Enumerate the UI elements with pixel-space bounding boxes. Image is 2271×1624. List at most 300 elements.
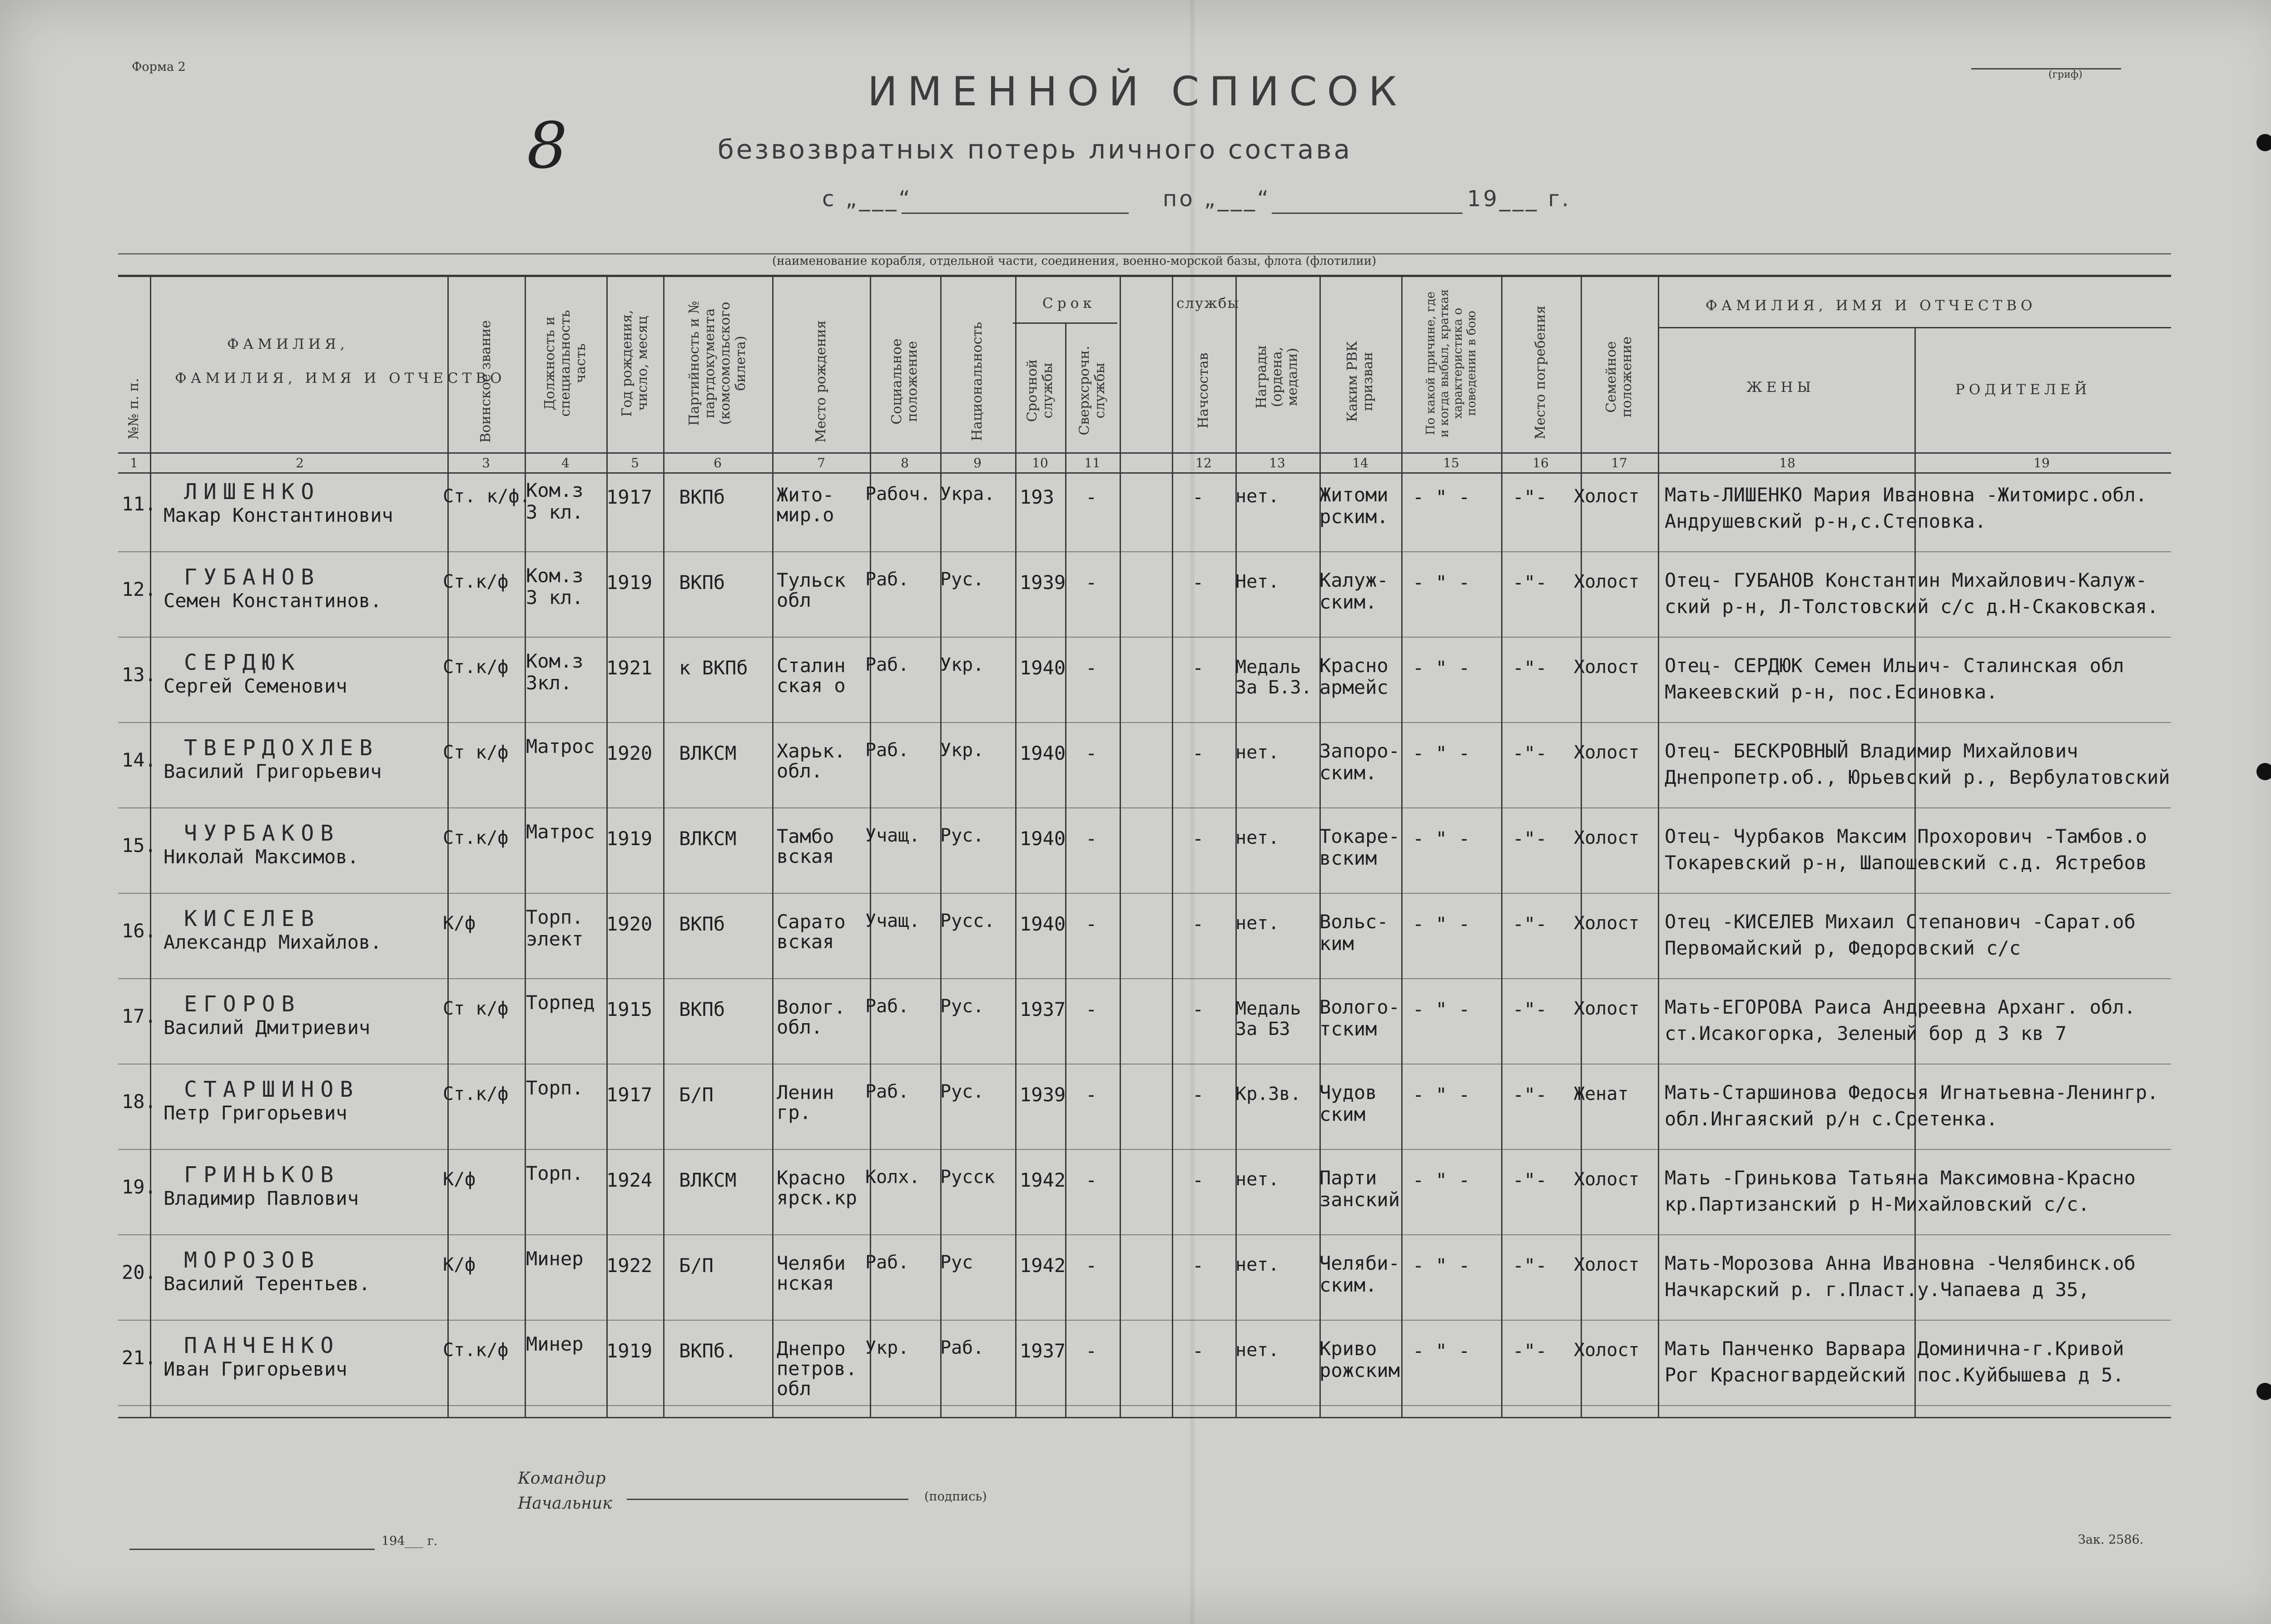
row-number: 11.	[122, 493, 156, 515]
row-service-term: 1939	[1020, 1084, 1066, 1106]
row-awards-detail: За Б.З.	[1235, 677, 1312, 698]
row-birth-year: 1922	[606, 1254, 653, 1277]
period-from-line	[902, 213, 1129, 214]
row-service-term: 1940	[1020, 827, 1066, 850]
row-party: к ВКПб	[679, 657, 748, 679]
col-line	[525, 275, 526, 1417]
row-position: Ком.з	[526, 564, 584, 587]
row-family-status: Холост	[1574, 571, 1640, 592]
row-commander-staff: -	[1192, 913, 1204, 935]
row-relatives: Макеевский р-н, пос.Есиновка.	[1665, 681, 1998, 703]
header-col17: Семейное положение	[1603, 336, 1635, 418]
row-given-name: Макар Константинович	[164, 504, 393, 526]
col-line	[1172, 275, 1173, 1417]
colnum-9: 9	[973, 456, 982, 470]
row-number: 17.	[122, 1005, 156, 1027]
row-service-extended: -	[1086, 1084, 1097, 1106]
row-party: Б/П	[679, 1254, 714, 1277]
row-rank: К/ф	[443, 1169, 476, 1190]
row-service-extended: -	[1086, 913, 1097, 935]
row-awards: Медаль	[1235, 657, 1301, 678]
row-given-name: Сергей Семенович	[164, 675, 347, 697]
row-position: Торп.	[526, 1162, 584, 1184]
row-position: Ком.з	[526, 650, 584, 672]
row-position: Торп.	[526, 906, 584, 928]
row-rvk: рожским	[1319, 1359, 1400, 1381]
row-rvk: Житоми	[1319, 484, 1388, 506]
row-rank: К/ф	[443, 913, 476, 934]
row-social: Раб.	[865, 1252, 909, 1273]
row-service-extended: -	[1086, 486, 1097, 508]
row-awards: нет.	[1235, 742, 1279, 763]
row-service-term: 1940	[1020, 913, 1066, 935]
row-rvk: ским.	[1319, 591, 1377, 613]
header-sluzhby: службы	[1176, 295, 1240, 312]
row-birthplace: ярск.кр	[777, 1187, 858, 1209]
row-relatives: Андрушевский р-н,с.Степовка.	[1665, 510, 1987, 532]
row-commander-staff: -	[1192, 1169, 1204, 1191]
row-reason: - " -	[1413, 1340, 1470, 1362]
footer-commander: Командир	[518, 1469, 606, 1488]
row-service-term: 1937	[1020, 998, 1066, 1020]
row-birth-year: 1915	[606, 998, 653, 1020]
row-burial: -"-	[1512, 657, 1547, 679]
row-given-name: Иван Григорьевич	[164, 1358, 347, 1380]
row-rank: К/ф	[443, 1254, 476, 1275]
row-birthplace: обл	[777, 1377, 811, 1400]
row-birthplace: обл	[777, 589, 811, 611]
row-birthplace: нская	[777, 1272, 834, 1294]
row-rvk: Криво	[1319, 1337, 1377, 1360]
colnum-7: 7	[817, 456, 825, 470]
row-family-status: Холост	[1574, 742, 1640, 763]
row-divider	[118, 1234, 2171, 1235]
row-divider	[118, 1405, 2171, 1406]
row-rank: Ст.к/ф	[443, 571, 509, 592]
row-commander-staff: -	[1192, 571, 1204, 594]
row-nationality: Рус.	[940, 825, 984, 846]
row-social: Раб.	[865, 569, 909, 590]
row-social: Раб.	[865, 996, 909, 1017]
table-top-border	[118, 275, 2171, 277]
col-line	[1658, 275, 1659, 1417]
row-relatives: Первомайский р, Федоровский с/с	[1665, 937, 2021, 959]
row-rvk: Токаре-	[1319, 825, 1400, 847]
row-awards: нет.	[1235, 1169, 1279, 1190]
row-nationality: Рус	[940, 1252, 973, 1273]
row-reason: - " -	[1413, 1084, 1470, 1106]
period-to-line	[1272, 213, 1463, 214]
row-relatives: Мать-ЛИШЕНКО Мария Ивановна -Житомирс.обл.	[1665, 484, 2147, 506]
row-party: ВЛКСМ	[679, 742, 737, 764]
row-awards: нет.	[1235, 827, 1279, 848]
row-awards: Нет.	[1235, 571, 1279, 592]
period-from: с „___“	[822, 186, 912, 212]
row-relatives: ский р-н, Л-Толстовский с/с д.Н-Скаковская.	[1665, 595, 2159, 618]
row-number: 19.	[122, 1176, 156, 1198]
footer-signature-caption: (подпись)	[924, 1490, 987, 1504]
header-col3: Воинское звание	[478, 320, 494, 443]
row-given-name: Александр Михайлов.	[164, 931, 382, 953]
row-burial: -"-	[1512, 742, 1547, 764]
row-service-extended: -	[1086, 1169, 1097, 1191]
header-col15: По какой причине, где и когда выбыл, краткая характеристика о поведении в бою	[1424, 289, 1478, 438]
row-awards: Медаль	[1235, 998, 1301, 1019]
row-family-status: Холост	[1574, 1169, 1640, 1190]
row-birth-year: 1919	[606, 1340, 653, 1362]
row-relatives: кр.Партизанский р Н-Михайловский с/с.	[1665, 1193, 2090, 1215]
row-reason: - " -	[1413, 1169, 1470, 1191]
row-birth-year: 1920	[606, 913, 653, 935]
row-position: Минер	[526, 1248, 584, 1270]
colnum-16: 16	[1532, 456, 1549, 470]
row-rank: Ст.к/ф	[443, 1340, 509, 1361]
row-position: 3кл.	[526, 672, 572, 694]
header-col18: ЖЕНЫ	[1746, 379, 1815, 396]
row-rank: Ст.к/ф	[443, 827, 509, 848]
row-social: Раб.	[865, 1081, 909, 1102]
row-service-term: 1940	[1020, 742, 1066, 764]
paper-fold	[1190, 0, 1195, 1624]
row-service-term: 1942	[1020, 1169, 1066, 1191]
row-relatives: Отец- ГУБАНОВ Константин Михайлович-Калуж-	[1665, 569, 2147, 591]
row-birth-year: 1919	[606, 571, 653, 594]
row-rank: Ст.к/ф	[443, 657, 509, 678]
row-birth-year: 1919	[606, 827, 653, 850]
row-nationality: Русск	[940, 1167, 995, 1188]
row-relatives: Мать-Морозова Анна Ивановна -Челябинск.об	[1665, 1252, 2136, 1274]
colnum-6: 6	[714, 456, 722, 470]
footer-date: 194___ г.	[382, 1534, 438, 1548]
row-surname: КИСЕЛЕВ	[184, 906, 321, 931]
row-commander-staff: -	[1192, 827, 1204, 850]
row-birthplace: Тульск	[777, 569, 846, 591]
row-birth-year: 1920	[606, 742, 653, 764]
row-birthplace: Тамбо	[777, 825, 834, 847]
row-relatives: Токаревский р-н, Шапошевский с.д. Ястребов	[1665, 852, 2147, 874]
handwritten-number: 8	[527, 109, 568, 183]
col-line	[1065, 322, 1066, 1417]
header-col13: Награды (ордена, медали)	[1254, 345, 1300, 409]
row-birthplace: гр.	[777, 1101, 811, 1124]
colnum-12: 12	[1195, 456, 1212, 470]
row-rank: Ст к/ф	[443, 742, 509, 763]
griff-label: (гриф)	[2048, 69, 2083, 80]
row-birthplace: обл.	[777, 1016, 823, 1038]
row-family-status: Холост	[1574, 998, 1640, 1019]
row-divider	[118, 1149, 2171, 1150]
row-rvk: ским.	[1319, 762, 1377, 784]
row-rvk: ским	[1319, 1103, 1366, 1125]
row-surname: ЕГОРОВ	[184, 991, 301, 1017]
row-social: Раб.	[865, 740, 909, 761]
row-birthplace: Харьк.	[777, 740, 846, 762]
period-to: по „___“	[1163, 186, 1271, 212]
col-line	[1401, 275, 1403, 1417]
row-burial: -"-	[1512, 1254, 1547, 1277]
row-position: Торп.	[526, 1077, 584, 1099]
colnum-19: 19	[2033, 456, 2050, 470]
row-burial: -"-	[1512, 1084, 1547, 1106]
colnum-8: 8	[901, 456, 909, 470]
row-burial: -"-	[1512, 1169, 1547, 1191]
header-col16: Место погребения	[1532, 305, 1548, 440]
row-commander-staff: -	[1192, 1340, 1204, 1362]
row-family-status: Холост	[1574, 1340, 1640, 1361]
row-relatives: Мать-Старшинова Федосья Игнатьевна-Ленингр.	[1665, 1081, 2159, 1104]
col-line	[772, 275, 774, 1417]
row-divider	[118, 1064, 2171, 1065]
row-party: ВЛКСМ	[679, 1169, 737, 1191]
header-col2-line1: ФАМИЛИЯ,	[227, 336, 349, 352]
row-social: Раб.	[865, 654, 909, 675]
row-service-extended: -	[1086, 657, 1097, 679]
row-service-term: 1939	[1020, 571, 1066, 594]
row-family-status: Холост	[1574, 913, 1640, 934]
row-rvk: Волого-	[1319, 996, 1400, 1018]
table-bottom-border	[118, 1417, 2171, 1418]
row-surname: ТВЕРДОХЛЕВ	[184, 735, 379, 761]
row-party: ВКПб	[679, 486, 725, 508]
document-title: ИМЕННОЙ СПИСОК	[868, 68, 1407, 115]
row-service-term: 1942	[1020, 1254, 1066, 1277]
row-rvk: тским	[1319, 1018, 1377, 1040]
col-line	[663, 275, 664, 1417]
colnum-10: 10	[1032, 456, 1048, 470]
colnum-17: 17	[1611, 456, 1627, 470]
row-surname: ЛИШЕНКО	[184, 479, 321, 505]
row-awards: нет.	[1235, 913, 1279, 934]
row-nationality: Укр.	[940, 654, 984, 675]
row-divider	[118, 551, 2171, 552]
row-number: 13.	[122, 663, 156, 686]
row-birthplace: Сталин	[777, 654, 846, 677]
row-rvk: Челяби-	[1319, 1252, 1400, 1274]
header-col10: Срочной службы	[1024, 359, 1056, 422]
colnum-14: 14	[1352, 456, 1369, 470]
row-divider	[118, 1320, 2171, 1321]
row-given-name: Петр Григорьевич	[164, 1102, 347, 1124]
colnum-1: 1	[130, 456, 138, 470]
row-birthplace: Челяби	[777, 1252, 846, 1274]
header-col19: РОДИТЕЛЕЙ	[1955, 381, 2091, 398]
header-col11: Сверхсрочн. службы	[1076, 346, 1108, 436]
row-nationality: Раб.	[940, 1337, 984, 1358]
row-rvk: рским.	[1319, 505, 1388, 528]
row-rvk: ким	[1319, 932, 1354, 955]
row-rvk: вским	[1319, 847, 1377, 869]
punch-hole	[2256, 134, 2271, 151]
row-party: ВКПб	[679, 913, 725, 935]
row-birthplace: Ленин	[777, 1081, 834, 1104]
row-divider	[118, 637, 2171, 638]
row-relatives: Мать -Гринькова Татьяна Максимовна-Красно	[1665, 1167, 2136, 1189]
row-rvk: Вольс-	[1319, 911, 1388, 933]
row-party: Б/П	[679, 1084, 714, 1106]
row-burial: -"-	[1512, 827, 1547, 850]
row-number: 18.	[122, 1090, 156, 1113]
row-awards: нет.	[1235, 1340, 1279, 1361]
row-party: ВКПб	[679, 998, 725, 1020]
row-family-status: Женат	[1574, 1084, 1629, 1104]
row-awards: Кр.Зв.	[1235, 1084, 1301, 1104]
row-rvk: занский	[1319, 1188, 1400, 1211]
row-burial: -"-	[1512, 571, 1547, 594]
row-rvk: Парти	[1319, 1167, 1377, 1189]
row-rank: Ст. к/ф.	[443, 486, 531, 507]
row-social: Учащ.	[865, 825, 920, 846]
header-col12: Начсостав	[1195, 352, 1211, 429]
col-line	[1501, 275, 1502, 1417]
row-reason: - " -	[1413, 913, 1470, 935]
row-relatives: Отец- БЕСКРОВНЫЙ Владимир Михайлович	[1665, 740, 2078, 762]
row-family-status: Холост	[1574, 1254, 1640, 1275]
row-commander-staff: -	[1192, 742, 1204, 764]
period-year: 19___ г.	[1467, 186, 1571, 212]
row-relatives: Отец- Чурбаков Максим Прохорович -Тамбов.о	[1665, 825, 2147, 847]
row-divider	[118, 893, 2171, 894]
row-party: ВЛКСМ	[679, 827, 737, 850]
row-family-status: Холост	[1574, 657, 1640, 678]
row-reason: - " -	[1413, 486, 1470, 508]
header-col14: Каким РВК призван	[1344, 341, 1376, 422]
row-given-name: Василий Дмитриевич	[164, 1016, 371, 1039]
row-commander-staff: -	[1192, 657, 1204, 679]
row-number: 15.	[122, 834, 156, 857]
row-given-name: Семен Константинов.	[164, 589, 382, 612]
row-relatives: ст.Исакогорка, Зеленый бор д 3 кв 7	[1665, 1022, 2067, 1045]
row-position: элект	[526, 928, 584, 950]
row-number: 21.	[122, 1347, 156, 1369]
row-nationality: Рус.	[940, 1081, 984, 1102]
header-col6: Партийность и № партдокумента (комсомольского билета)	[686, 301, 749, 426]
row-divider	[118, 722, 2171, 723]
row-position: Торпед	[526, 991, 595, 1014]
form-label: Форма 2	[132, 60, 186, 74]
header-col8: Социальное положение	[889, 338, 920, 425]
header-col2: ФАМИЛИЯ, ИМЯ И ОТЧЕСТВО	[175, 370, 506, 386]
row-number: 16.	[122, 920, 156, 942]
row-number: 12.	[122, 578, 156, 600]
row-reason: - " -	[1413, 1254, 1470, 1277]
colnum-bottom-border	[118, 472, 2171, 474]
row-relatives: Начкарский р. г.Пласт.у.Чапаева д 35,	[1665, 1278, 2090, 1301]
row-number: 20.	[122, 1261, 156, 1283]
footer-chief: Начальник	[518, 1494, 612, 1513]
row-family-status: Холост	[1574, 486, 1640, 507]
row-service-extended: -	[1086, 827, 1097, 850]
row-birth-year: 1924	[606, 1169, 653, 1191]
row-divider	[118, 978, 2171, 979]
row-surname: ПАНЧЕНКО	[184, 1333, 340, 1358]
row-surname: ГУБАНОВ	[184, 564, 321, 590]
row-service-term: 1937	[1020, 1340, 1066, 1362]
row-surname: ЧУРБАКОВ	[184, 821, 340, 846]
row-commander-staff: -	[1192, 486, 1204, 508]
row-social: Рабоч.	[865, 484, 931, 505]
row-burial: -"-	[1512, 486, 1547, 508]
row-social: Колх.	[865, 1167, 920, 1188]
header-col5: Год рождения, число, месяц	[619, 310, 650, 417]
row-nationality: Рус.	[940, 569, 984, 590]
row-birth-year: 1917	[606, 486, 653, 508]
row-service-extended: -	[1086, 1254, 1097, 1277]
row-birth-year: 1917	[606, 1084, 653, 1106]
row-birthplace: вская	[777, 845, 834, 867]
row-rvk: ским.	[1319, 1274, 1377, 1296]
row-relatives: Мать Панченко Варвара Доминична-г.Кривой	[1665, 1337, 2124, 1360]
row-party: ВКПб.	[679, 1340, 737, 1362]
row-commander-staff: -	[1192, 998, 1204, 1020]
row-reason: - " -	[1413, 742, 1470, 764]
row-burial: -"-	[1512, 1340, 1547, 1362]
row-rvk: Красно	[1319, 654, 1388, 677]
punch-hole	[2256, 763, 2271, 780]
row-social: Укр.	[865, 1337, 909, 1358]
document-subtitle: безвозвратных потерь личного состава	[718, 134, 1353, 165]
row-birthplace: обл.	[777, 760, 823, 782]
row-given-name: Николай Максимов.	[164, 846, 359, 868]
row-surname: СТАРШИНОВ	[184, 1077, 360, 1102]
row-nationality: Русс.	[940, 911, 995, 931]
row-given-name: Василий Терентьев.	[164, 1272, 371, 1295]
col-line	[1015, 275, 1016, 1417]
row-awards-detail: За БЗ	[1235, 1019, 1290, 1040]
row-family-status: Холост	[1574, 827, 1640, 848]
punch-hole	[2256, 1383, 2271, 1400]
row-burial: -"-	[1512, 998, 1547, 1020]
col-line	[1120, 275, 1121, 1417]
row-nationality: Рус.	[940, 996, 984, 1017]
row-position: 3 кл.	[526, 501, 584, 523]
row-given-name: Владимир Павлович	[164, 1187, 359, 1209]
footer-order: Зак. 2586.	[2078, 1533, 2144, 1547]
row-social: Учащ.	[865, 911, 920, 931]
colnum-11: 11	[1084, 456, 1101, 470]
header-col7: Место рождения	[813, 320, 829, 443]
header-col9: Национальность	[969, 322, 985, 441]
row-reason: - " -	[1413, 571, 1470, 594]
row-birth-year: 1921	[606, 657, 653, 679]
row-surname: МОРОЗОВ	[184, 1248, 321, 1273]
row-rvk: Чудов	[1319, 1081, 1377, 1104]
row-given-name: Василий Григорьевич	[164, 760, 382, 782]
row-birthplace: Днепро	[777, 1337, 846, 1360]
colnum-13: 13	[1269, 456, 1285, 470]
row-birthplace: Волог.	[777, 996, 846, 1018]
row-rvk: армейс	[1319, 676, 1388, 698]
header-bottom-border	[118, 452, 2171, 454]
header-family: ФАМИЛИЯ, ИМЯ И ОТЧЕСТВО	[1706, 297, 2037, 314]
row-reason: - " -	[1413, 827, 1470, 850]
row-position: Минер	[526, 1333, 584, 1355]
row-rvk: Калуж-	[1319, 569, 1388, 591]
row-service-term: 193	[1020, 486, 1054, 508]
row-birthplace: Жито-	[777, 484, 834, 506]
colnum-4: 4	[561, 456, 570, 470]
row-service-extended: -	[1086, 1340, 1097, 1362]
row-relatives: Днепропетр.об., Юрьевский р., Вербулатовский	[1665, 766, 2170, 788]
row-relatives: Отец -КИСЕЛЕВ Михаил Степанович -Сарат.об	[1665, 911, 2136, 933]
row-birthplace: Сарато	[777, 911, 846, 933]
row-surname: ГРИНЬКОВ	[184, 1162, 340, 1188]
row-surname: СЕРДЮК	[184, 650, 301, 675]
row-party: ВКПб	[679, 571, 725, 594]
row-nationality: Укр.	[940, 740, 984, 761]
row-reason: - " -	[1413, 998, 1470, 1020]
row-position: Ком.з	[526, 479, 584, 501]
row-burial: -"-	[1512, 913, 1547, 935]
